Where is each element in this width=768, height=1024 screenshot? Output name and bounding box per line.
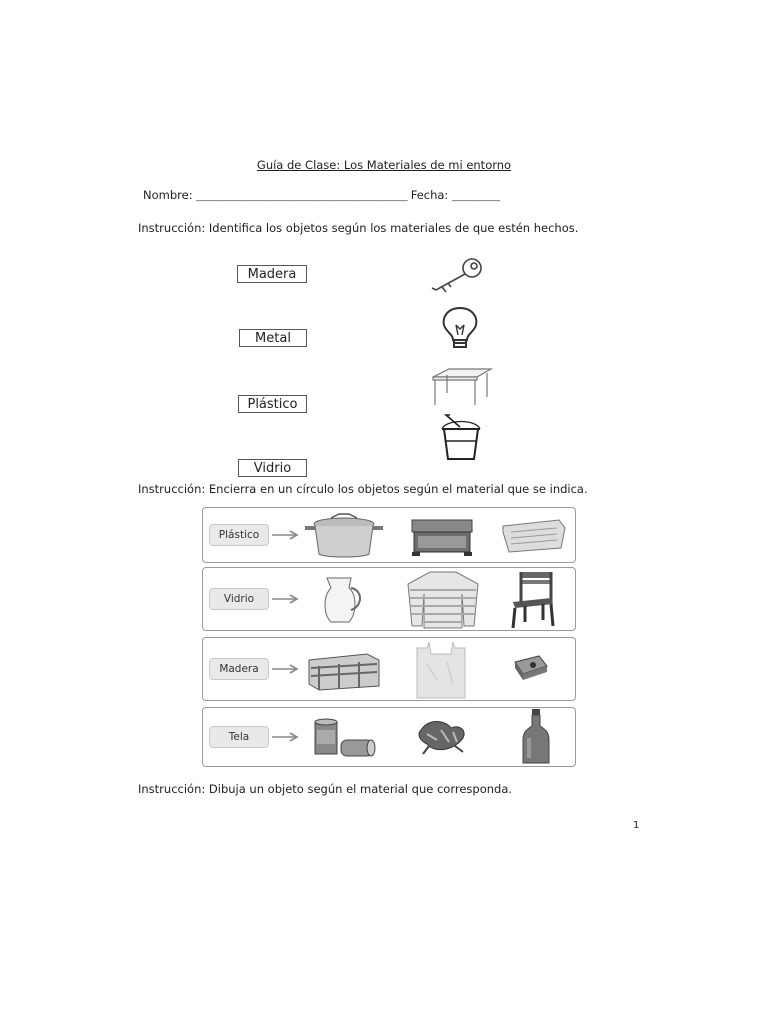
cloth-scarf[interactable] — [415, 716, 469, 756]
cooking-pot[interactable] — [303, 512, 385, 560]
label-madera: Madera — [237, 265, 307, 283]
material-row-plastico — [202, 507, 576, 563]
label-vidrio: Vidrio — [238, 459, 307, 477]
arrow-icon — [271, 593, 301, 605]
glass-pitcher[interactable] — [321, 574, 365, 626]
wooden-crate[interactable] — [305, 650, 383, 692]
date-label: Fecha: — [410, 188, 449, 202]
key-icon — [428, 256, 488, 296]
instruction-1: Instrucción: Identifica los objetos según los materiales de que estén hechos. — [138, 221, 579, 235]
plastic-basket[interactable] — [501, 518, 567, 554]
label-plastico: Plástico — [238, 395, 307, 413]
date-blank[interactable]: ______________ — [451, 192, 500, 201]
plastic-bag[interactable] — [413, 640, 469, 700]
material-row-vidrio — [202, 567, 576, 631]
instruction-2: Instrucción: Encierra en un círculo los objetos según el material que se indica. — [138, 482, 588, 496]
page-title: Guía de Clase: Los Materiales de mi entorno — [256, 158, 512, 172]
material-pill: Vidrio — [209, 588, 269, 610]
page-number: 1 — [633, 820, 640, 831]
arrow-icon — [271, 529, 301, 541]
material-row-tela — [202, 707, 576, 767]
bucket-icon — [438, 413, 484, 463]
material-row-madera — [202, 637, 576, 701]
arrow-icon — [271, 731, 301, 743]
wooden-chest[interactable] — [408, 514, 476, 558]
instruction-3: Instrucción: Dibuja un objeto según el material que corresponda. — [138, 782, 513, 796]
wooden-chair[interactable] — [509, 570, 555, 630]
arrow-icon — [271, 663, 301, 675]
striped-sweater[interactable] — [406, 570, 480, 630]
name-blank[interactable]: ______________________________________________________________ — [196, 192, 408, 201]
name-date-line — [143, 188, 500, 202]
tin-cans[interactable] — [311, 718, 377, 758]
material-pill: Plástico — [209, 524, 269, 546]
light-bulb-icon — [437, 305, 483, 351]
material-pill: Tela — [209, 726, 269, 748]
glass-bottle[interactable] — [521, 708, 551, 766]
name-label: Nombre: — [143, 188, 193, 202]
metal-sharpener[interactable] — [511, 654, 551, 682]
label-metal: Metal — [239, 329, 307, 347]
table-icon — [429, 367, 493, 407]
material-pill: Madera — [209, 658, 269, 680]
